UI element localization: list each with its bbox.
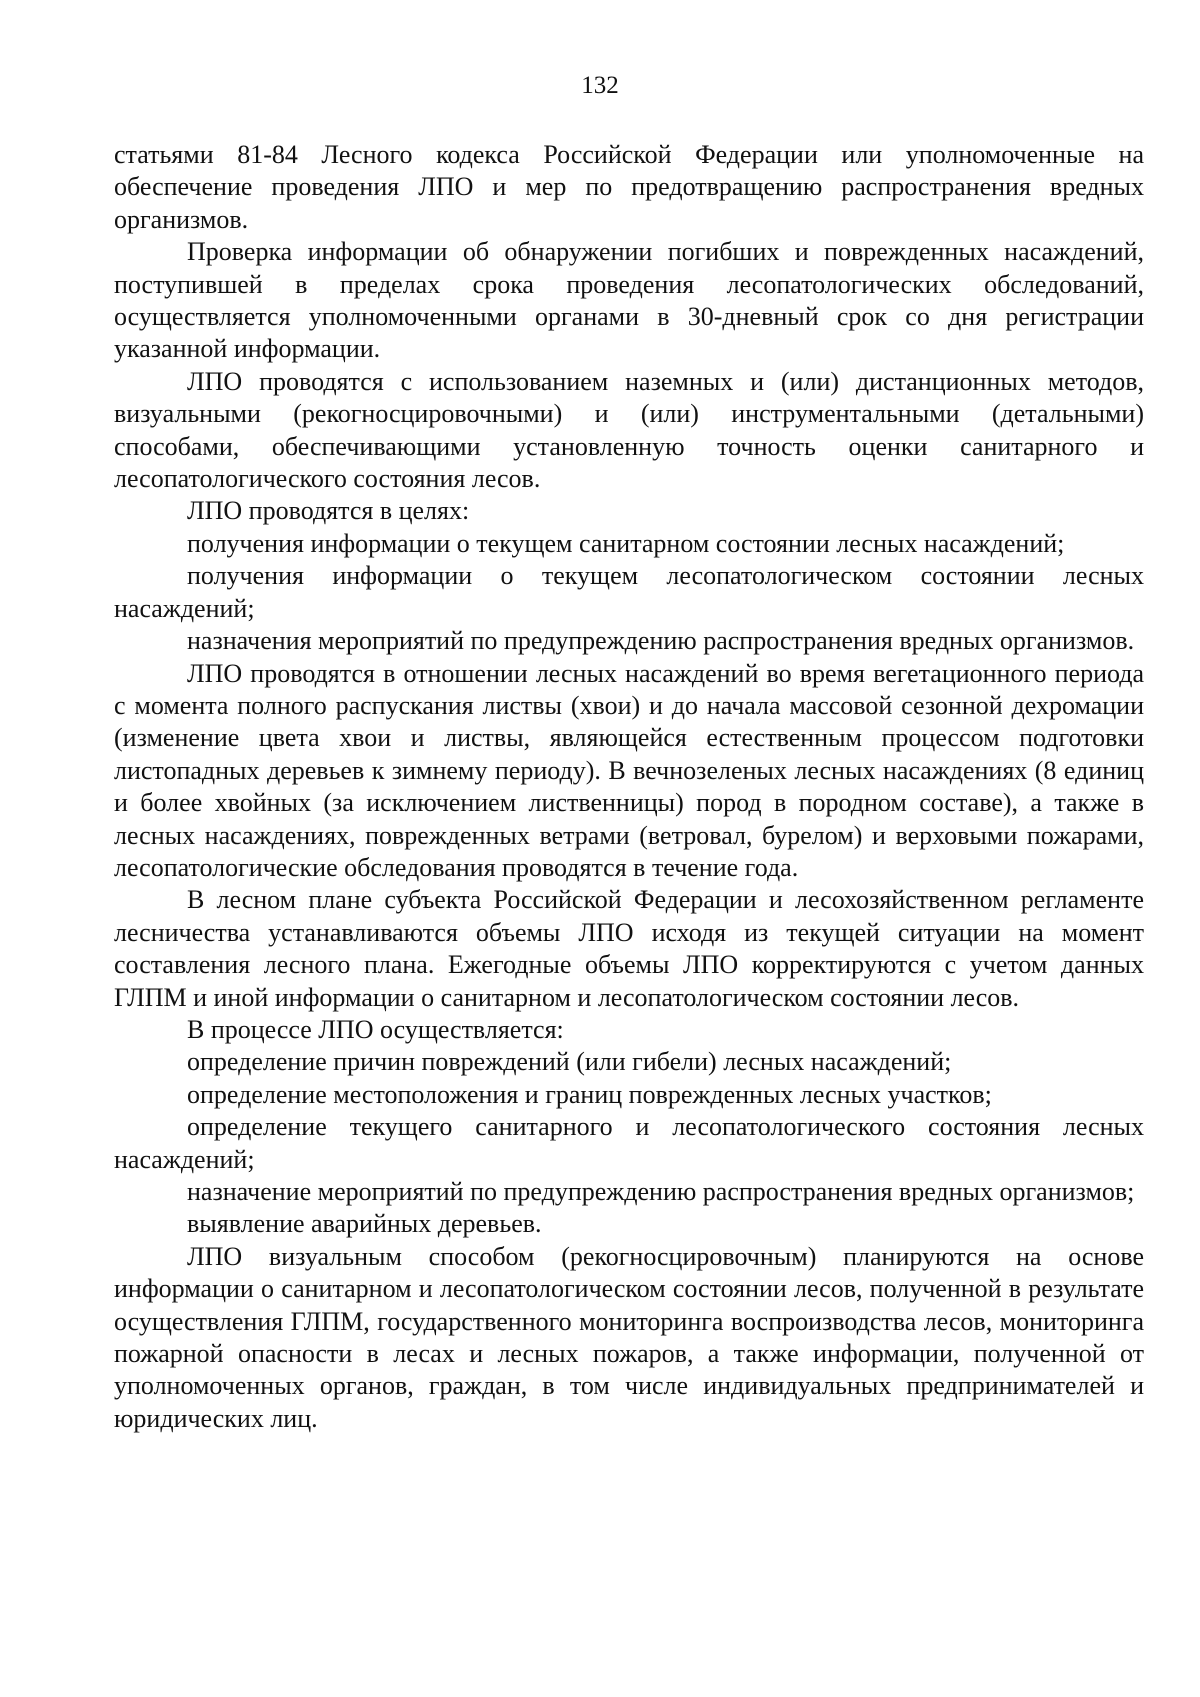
list-item: получения информации о текущем лесопатологическом состоянии лесных насаждений; (114, 561, 1144, 623)
list-item: определение текущего санитарного и лесопатологического состояния лесных насаждений; (114, 1112, 1144, 1174)
list-item: определение причин повреждений (или гибели) лесных насаждений; (187, 1047, 952, 1077)
paragraph: ЛПО проводятся в отношении лесных насаждений во время вегетационного периода с момента полного распускания листвы (хвои) и до начала массовой сезонной дехромации (изменение цвета хвои и листвы, являющейся естественным процессом подготовки листопадных деревьев к зимнему периоду). В вечнозеленых лесных насаждениях (8 единиц и более хвойных (за исключением лиственницы) пород в породном составе), а также в лесных насаждениях, поврежденных ветрами (ветровал, бурелом) и верховыми пожарами, лесопатологические обследования проводятся в течение года. (114, 658, 1144, 882)
paragraph: Проверка информации об обнаружении погибших и поврежденных насаждений, поступившей в пределах срока проведения лесопатологических обследований, осуществляется уполномоченными органами в 30-дневный срок со дня регистрации указанной информации. (114, 237, 1144, 364)
paragraph: ЛПО проводятся в целях: (187, 496, 470, 526)
list-item: получения информации о текущем санитарном состоянии лесных насаждений; (187, 528, 1065, 558)
paragraph: ЛПО визуальным способом (рекогносцировочным) планируются на основе информации о санитарном и лесопатологическом состоянии лесов, полученной в результате осуществления ГЛПМ, государственного мониторинга воспроизводства лесов, мониторинга пожарной опасности в лесах и лесных пожаров, а также информации, полученной от уполномоченных органов, граждан, в том числе индивидуальных предпринимателей и юридических лиц. (114, 1241, 1144, 1433)
list-item: определение местоположения и границ поврежденных лесных участков; (187, 1079, 992, 1109)
list-item: назначение мероприятий по предупреждению распространения вредных организмов; (187, 1177, 1135, 1206)
document-body (114, 139, 1144, 1435)
paragraph: В лесном плане субъекта Российской Федерации и лесохозяйственном регламенте лесничества устанавливаются объемы ЛПО исходя из текущей ситуации на момент составления лесного плана. Ежегодные объемы ЛПО корректируются с учетом данных ГЛПМ и иной информации о санитарном и лесопатологическом состоянии лесов. (114, 885, 1144, 1012)
paragraph: статьями 81-84 Лесного кодекса Российской Федерации или уполномоченные на обеспечение проведения ЛПО и мер по предотвращению распространения вредных организмов. (114, 140, 1144, 234)
page-number: 132 (581, 72, 619, 99)
paragraph: ЛПО проводятся с использованием наземных и (или) дистанционных методов, визуальными (рекогносцировочными) и (или) инструментальными (детальными) способами, обеспечивающими установленную точность оценки санитарного и лесопатологического состояния лесов. (114, 366, 1144, 494)
list-item: выявление аварийных деревьев. (187, 1209, 542, 1239)
list-item: назначения мероприятий по предупреждению распространения вредных организмов. (187, 626, 1135, 656)
paragraph: В процессе ЛПО осуществляется: (187, 1014, 564, 1044)
